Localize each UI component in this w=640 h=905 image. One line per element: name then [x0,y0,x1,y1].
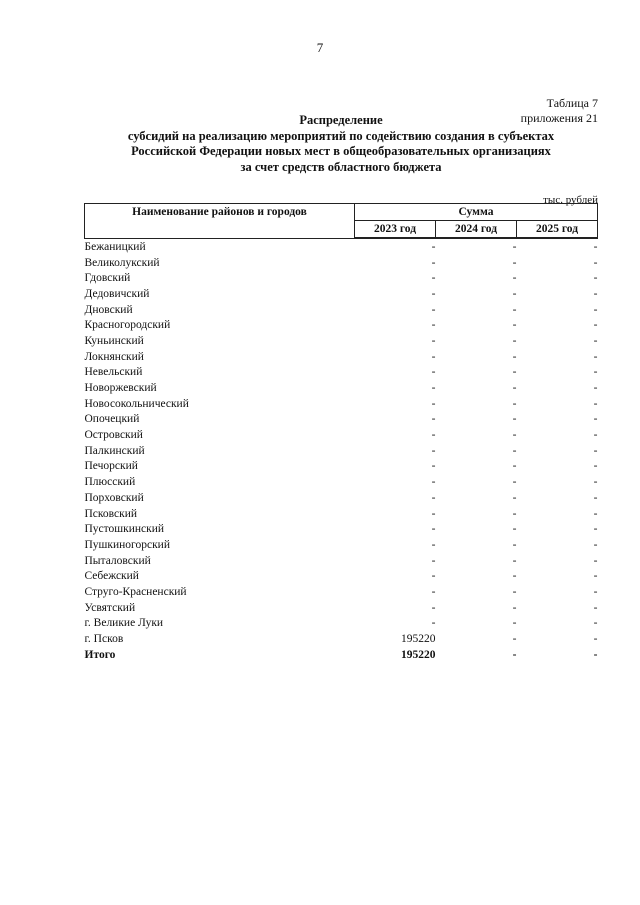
value-2023: - [431,476,436,489]
table-row [85,631,598,647]
value-2023: - [431,397,436,410]
value-2023: - [431,617,436,630]
unit-label: тыс. рублей [543,194,598,206]
district-name: Красногородский [84,319,171,332]
value-2024: - [512,303,517,316]
header-sum: Сумма [355,204,598,221]
value-2025: - [593,240,598,253]
district-name: Локнянский [84,350,144,363]
table-row [85,537,598,553]
value-2025: - [593,538,598,551]
table-row [85,553,598,569]
value-2023: - [431,366,436,379]
table-row [85,427,598,443]
value-2024: - [512,570,517,583]
table-row [85,459,598,475]
value-2024: - [512,554,517,567]
value-2025: - [593,429,598,442]
value-2023: - [431,523,436,536]
table-row [85,412,598,428]
district-name: Новосокольнический [84,397,189,410]
district-name: Новоржевский [84,382,157,395]
value-2024: - [512,397,517,410]
district-name: Дедовичский [84,287,150,300]
table-body [85,238,598,663]
value-2023: - [431,570,436,583]
table-row [85,584,598,600]
value-2024: - [512,240,517,253]
district-name: Палкинский [84,444,145,457]
value-2024: - [512,382,517,395]
value-2023: - [431,382,436,395]
title-line-4: за счет средств областного бюджета [240,159,442,174]
value-2025: - [593,633,598,646]
value-2024: - [512,633,517,646]
district-name: Гдовский [84,272,131,285]
value-2025: - [593,397,598,410]
value-2024: - [512,366,517,379]
district-name: Бежаницкий [84,240,146,253]
annex-table-label: Таблица 7 [546,96,598,110]
district-name: Пустошкинский [84,523,165,536]
value-2024: - [512,429,517,442]
table-row [85,255,598,271]
value-2023: - [431,538,436,551]
table-row [85,302,598,318]
table-row [85,349,598,365]
value-2025: - [593,319,598,332]
value-2023: - [431,256,436,269]
value-2025: - [593,601,598,614]
value-2025: - [593,585,598,598]
district-name: Невельский [84,366,143,379]
value-2024: - [512,350,517,363]
value-2025: - [593,366,598,379]
value-2025: - [593,617,598,630]
district-name: Итого [84,648,116,661]
table-total-row [85,647,598,663]
value-2024: - [512,272,517,285]
table-row [85,490,598,506]
value-2025: - [593,303,598,316]
value-2025: - [593,287,598,300]
document-title [0,113,640,175]
value-2023: - [431,350,436,363]
page-number: 7 [316,40,324,55]
value-2025: - [593,334,598,347]
table-row [85,616,598,632]
table-row [85,396,598,412]
value-2024: - [512,491,517,504]
header-year-2024: 2024 год [436,221,517,239]
district-name: Пыталовский [84,554,151,567]
table-row [85,506,598,522]
value-2025: - [593,523,598,536]
value-2025: - [593,256,598,269]
district-name: Псковский [84,507,138,520]
table-header-row [85,204,598,221]
value-2023: 195220 [401,648,436,661]
title-line-3: Российской Федерации новых мест в общеобразовательных организациях [131,144,551,158]
value-2024: - [512,648,517,661]
value-2024: - [512,507,517,520]
district-name: Струго-Красненский [84,585,187,598]
district-name: Усвятский [84,601,136,614]
district-name: Куньинский [84,334,144,347]
district-name: Себежский [84,570,139,583]
value-2024: - [512,538,517,551]
value-2024: - [512,601,517,614]
value-2025: - [593,350,598,363]
table-row [85,474,598,490]
value-2023: 195220 [401,633,436,646]
value-2024: - [512,460,517,473]
value-2024: - [512,585,517,598]
district-name: Порховский [84,491,144,504]
table-row [85,317,598,333]
value-2025: - [593,460,598,473]
table-row [85,365,598,381]
value-2025: - [593,382,598,395]
value-2024: - [512,319,517,332]
value-2024: - [512,476,517,489]
table-row [85,568,598,584]
value-2023: - [431,554,436,567]
value-2024: - [512,413,517,426]
district-name: Опочецкий [84,413,140,426]
value-2025: - [593,444,598,457]
header-year-2023: 2023 год [355,221,436,239]
value-2024: - [512,334,517,347]
value-2025: - [593,476,598,489]
value-2025: - [593,507,598,520]
value-2023: - [431,585,436,598]
table-row [85,380,598,396]
district-name: Плюсский [84,476,136,489]
value-2025: - [593,570,598,583]
title-line-1: Распределение [299,113,383,127]
district-name: Печорский [84,460,138,473]
value-2023: - [431,272,436,285]
table-row [85,600,598,616]
value-2023: - [431,429,436,442]
table-row [85,443,598,459]
distribution-table [84,203,598,663]
value-2023: - [431,444,436,457]
value-2025: - [593,413,598,426]
value-2025: - [593,554,598,567]
table-row [85,521,598,537]
value-2023: - [431,334,436,347]
table-row [85,333,598,349]
value-2023: - [431,287,436,300]
district-name: Пушкиногорский [84,538,170,551]
district-name: Великолукский [84,256,160,269]
value-2024: - [512,287,517,300]
header-year-2025: 2025 год [517,221,598,239]
value-2023: - [431,507,436,520]
district-name: Дновский [84,303,133,316]
value-2023: - [431,303,436,316]
table-row [85,270,598,286]
table-row [85,286,598,302]
district-name: г. Великие Луки [84,617,164,630]
title-line-2: субсидий на реализацию мероприятий по содействию создания в субъектах [127,128,555,143]
value-2023: - [431,601,436,614]
value-2024: - [512,617,517,630]
table-row [85,238,598,255]
value-2023: - [431,413,436,426]
district-name: Островский [84,429,143,442]
value-2024: - [512,256,517,269]
value-2025: - [593,272,598,285]
value-2024: - [512,444,517,457]
value-2025: - [593,648,598,661]
header-district-name: Наименование районов и городов [85,204,355,239]
district-name: г. Псков [84,633,124,646]
value-2023: - [431,460,436,473]
value-2023: - [431,240,436,253]
value-2023: - [431,491,436,504]
annex-appendix-label: приложения 21 [520,111,598,125]
value-2023: - [431,319,436,332]
value-2024: - [512,523,517,536]
value-2025: - [593,491,598,504]
